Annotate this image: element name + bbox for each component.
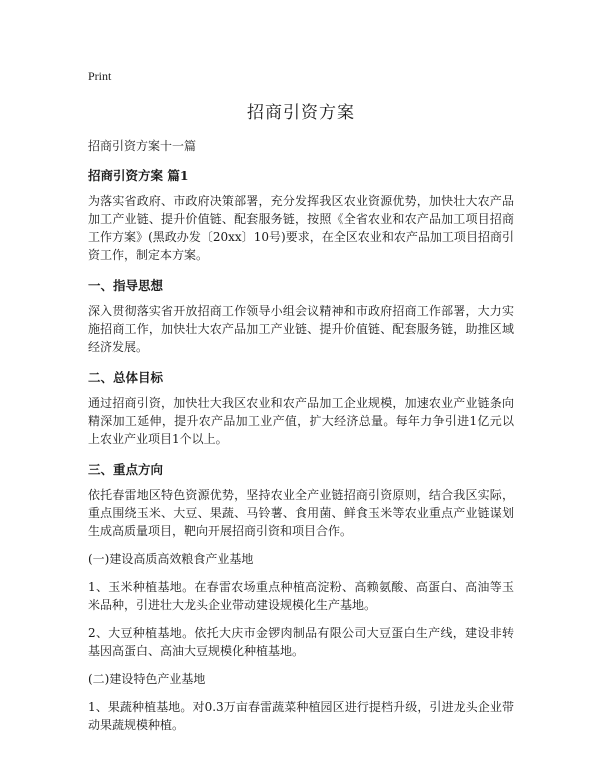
document-subtitle: 招商引资方案十一篇 [88, 139, 197, 153]
paragraph-corn-base: 1、玉米种植基地。在春雷农场重点种植高淀粉、高赖氨酸、高蛋白、高油等玉米品种，引进壮大龙头企业带动建设规模化生产基地。 [88, 580, 514, 612]
section-heading-guiding-ideology: 一、指导思想 [88, 278, 164, 293]
intro-paragraph: 为落实省政府、市政府决策部署，充分发挥我区农业资源优势，加快壮大农产品加工产业链、提升价值链、配套服务链，按照《全省农业和农产品加工项目招商工作方案》(黑政办发〔20xx〕10号)要求，在全区农业和农产品加工项目招商引资工作，制定本方案。 [88, 194, 514, 262]
paragraph-soybean-base: 2、大豆种植基地。依托大庆市金锣肉制品有限公司大豆蛋白生产线，建设非转基因高蛋白、高油大豆规模化种植基地。 [88, 626, 514, 658]
subheading-specialty-base: (二)建设特色产业基地 [88, 672, 206, 686]
print-link[interactable]: Print [88, 69, 112, 83]
section-heading-key-directions: 三、重点方向 [88, 462, 164, 477]
section-heading-overall-goal: 二、总体目标 [88, 370, 164, 385]
paragraph-vegetable-base: 1、果蔬种植基地。对0.3万亩春雷蔬菜种植园区进行提档升级，引进龙头企业带动果蔬规模种植。 [88, 700, 514, 732]
subheading-grain-base: (一)建设高质高效粮食产业基地 [88, 552, 254, 566]
paragraph-overall-goal: 通过招商引资，加快壮大我区农业和农产品加工企业规模，加速农业产业链条向精深加工延伸，提升农产品加工业产值，扩大经济总量。每年力争引进1亿元以上农业产业项目1个以上。 [88, 396, 514, 446]
paragraph-guiding-ideology: 深入贯彻落实省开放招商工作领导小组会议精神和市政府招商工作部署，大力实施招商工作，加快壮大农产品加工产业链、提升价值链、配套服务链，助推区域经济发展。 [88, 304, 514, 354]
chapter-heading: 招商引资方案 篇1 [88, 168, 189, 183]
paragraph-key-directions: 依托春雷地区特色资源优势，坚持农业全产业链招商引资原则，结合我区实际，重点围绕玉米、大豆、果蔬、马铃薯、食用菌、鲜食玉米等农业重点产业链谋划生成高质量项目，靶向开展招商引资和项目合作。 [88, 488, 514, 538]
document-title: 招商引资方案 [247, 103, 355, 123]
